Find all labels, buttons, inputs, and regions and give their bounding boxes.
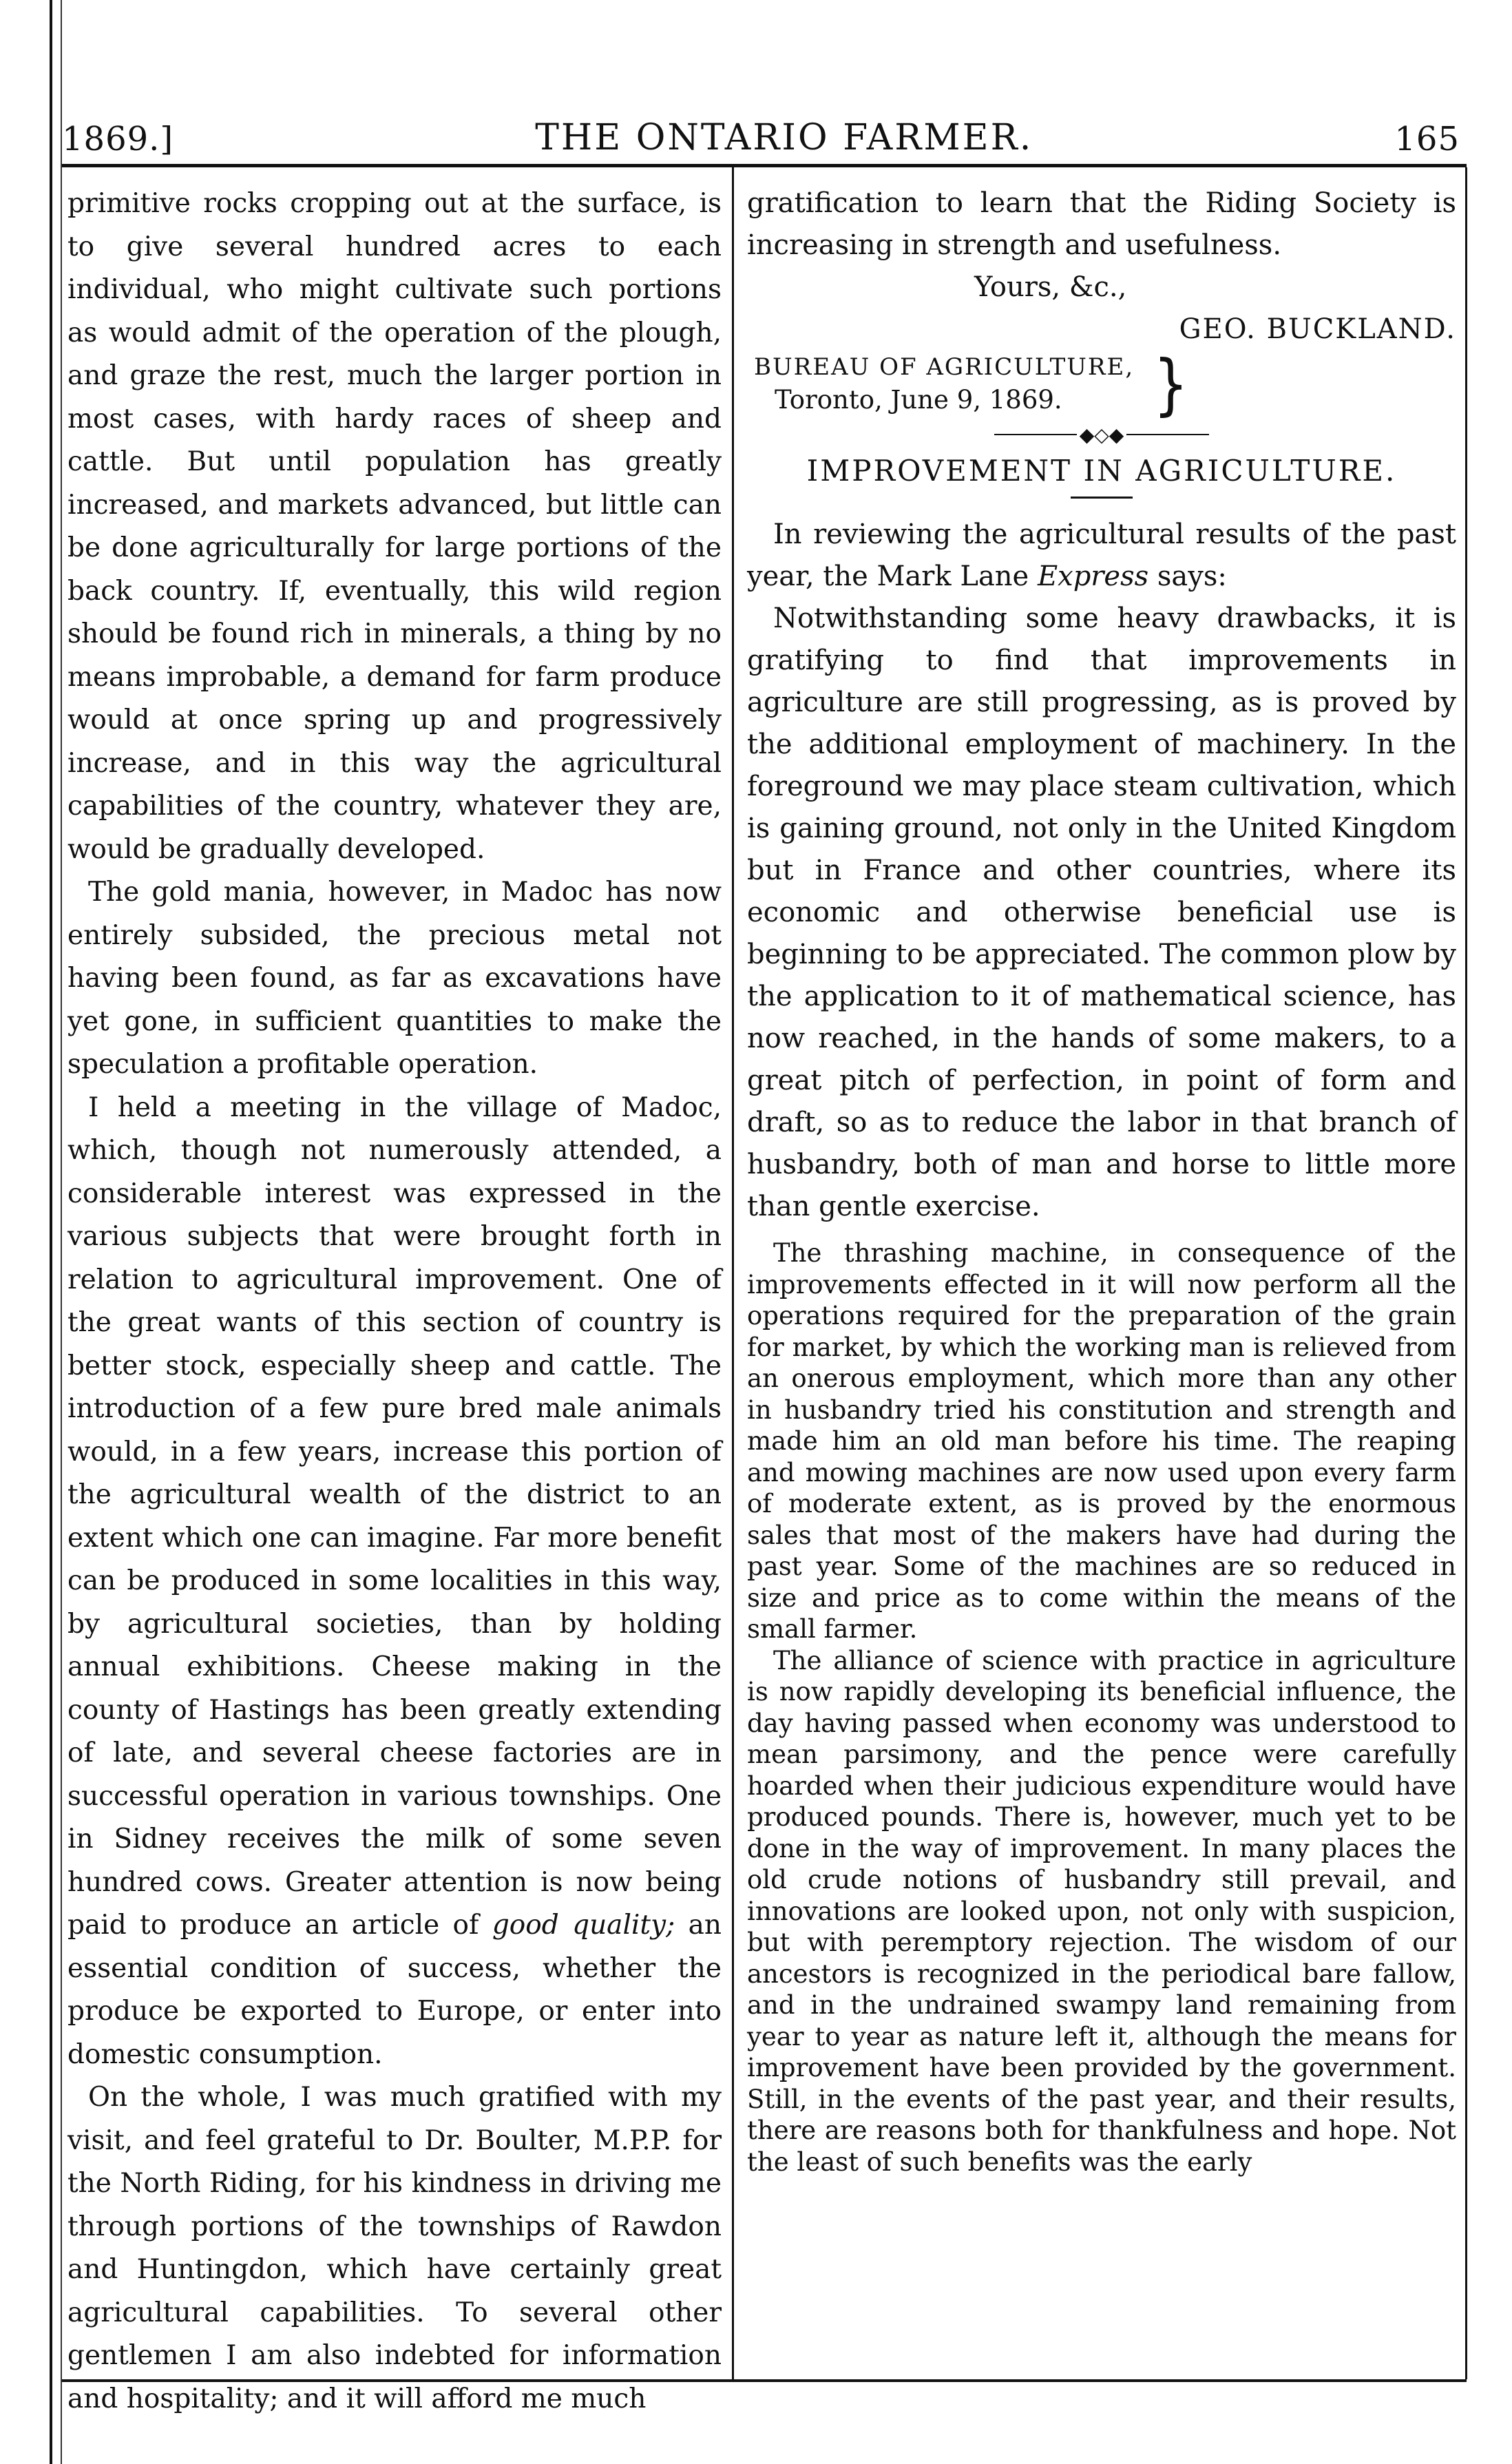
section-divider xyxy=(747,421,1456,448)
intro-italic-express: Express xyxy=(1037,561,1149,592)
page-number: 165 xyxy=(1394,120,1460,158)
divider-line-right xyxy=(1126,434,1209,435)
intro-text: In reviewing the agricultural results of the past year, the Mark Lane xyxy=(747,519,1456,592)
intro-tail: says: xyxy=(1157,561,1227,592)
article-paragraph-3: The alliance of science with practice in agriculture is now rapidly developing its beneficial influence, the day having passed when economy was understood to mean parsimony, and the pence were carefully hoarded when their judicious expenditure would have produced pounds. There is, however, much yet to be done in the way of improvement. In many places the old crude notions of husbandry still prevail, and innovations are looked upon, not only with suspicion, but with peremptory rejection. The wisdom of our ancestors is recognized in the periodical bare fallow, and in the undrained swampy land remaining from year to year as nature left it, although the means for improvement have been provided by the government. Still, in the events of the past year, and their results, there are reasons both for thankfulness and hope. Not the least of such benefits was the early xyxy=(747,1645,1456,2177)
place-date-line: Toronto, June 9, 1869. xyxy=(775,385,1062,415)
publication-title: THE ONTARIO FARMER. xyxy=(535,117,1033,158)
article-title: IMPROVEMENT IN AGRICULTURE. xyxy=(806,454,1397,488)
title-rule xyxy=(1071,497,1133,499)
left-paragraph-3-tail: an essential condition of success, whether the produce be exported to Europe, or enter into domestic consumption. xyxy=(67,1910,722,2070)
right-column xyxy=(747,182,1456,2178)
page-header xyxy=(62,103,1460,158)
binding-edge xyxy=(50,0,52,2464)
left-column xyxy=(67,182,722,2421)
bureau-line: BUREAU OF AGRICULTURE, xyxy=(754,353,1135,381)
header-rule xyxy=(62,164,1467,167)
sign-off: Yours, &c., xyxy=(974,271,1127,303)
left-paragraph-1: primitive rocks cropping out at the surface, is to give several hundred acres to each individual, who might cultivate such portions as would admit of the operation of the plough, and graze the rest, much the larger portion in most cases, with hardy races of sheep and cattle. But until population has greatly increased, and markets advanced, but little can be done agriculturally for large portions of the back country. If, eventually, this wild region should be found rich in minerals, a thing by no means improbable, a demand for farm produce would at once spring up and progressively increase, and in this way the agricultural capabilities of the country, whatever they are, would be gradually developed. xyxy=(67,188,722,865)
letter-signature-block xyxy=(747,267,1456,424)
right-continuation: gratification to learn that the Riding Society is increasing in strength and usefulness. xyxy=(747,187,1456,261)
left-paragraph-3 xyxy=(67,1087,722,2077)
article-intro xyxy=(747,514,1456,598)
left-paragraph-4: On the whole, I was much gratified with my visit, and feel grateful to Dr. Boulter, M.P.P. for the North Riding, for his kindness in driving me through portions of the townships of Rawdon and Huntingdon, which have certainly great agricultural capabilities. To several other gentlemen I am also indebted for information and hospitality; and it will afford me much xyxy=(67,2082,722,2414)
right-border xyxy=(1465,167,1467,2379)
column-divider xyxy=(732,167,734,2379)
ornament-icon: ◆◇◆ xyxy=(1079,423,1124,446)
article-paragraph-2: The thrashing machine, in consequence of the improvements effected in it will now perform all the operations required for the preparation of the grain for market, by which the working man is relieved from an onerous employment, which more than any other in husbandry tried his constitution and strength and made him an old man before his time. The reaping and mowing machines are now used upon every farm of moderate extent, as is proved by the enormous sales that most of the makers have had during the past year. Some of the machines are so reduced in size and price as to come within the means of the small farmer. xyxy=(747,1238,1456,1644)
header-date: 1869.] xyxy=(62,120,174,158)
article-paragraph-1: Notwithstanding some heavy drawbacks, it is gratifying to find that improvements in agriculture are still progressing, as is proved by the additional employment of machinery. In the foreground we may place steam cultivation, which is gaining ground, not only in the United Kingdom but in France and other countries, where its economic and otherwise beneficial use is beginning to be appreciated. The common plow by the application to it of mathematical science, has now reached, in the hands of some makers, to a great pitch of perfection, in point of form and draft, so as to reduce the labor in that branch of husbandry, both of man and horse to little more than gentle exercise. xyxy=(747,603,1456,1222)
brace-glyph: } xyxy=(1153,346,1188,424)
binding-edge-inner xyxy=(61,0,62,2464)
left-italic-quality: good quality; xyxy=(492,1910,675,1941)
divider-line-left xyxy=(994,434,1077,435)
signature-name: GEO. BUCKLAND. xyxy=(1179,313,1456,345)
left-paragraph-2: The gold mania, however, in Madoc has now entirely subsided, the precious metal not having been found, as far as excavations have yet gone, in sufficient quantities to make the speculation a profitable operation. xyxy=(67,877,722,1080)
left-paragraph-3-text: I held a meeting in the village of Madoc, which, though not numerously attended, a considerable interest was expressed in the various subjects that were brought forth in relation to agricultural improvement. One of the great wants of this section of country is better stock, especially sheep and cattle. The introduction of a few pure bred male animals would, in a few years, increase this portion of the agricultural wealth of the district to an extent which one can imagine. Far more benefit can be produced in some localities in this way, by agricultural societies, than by holding annual exhibitions. Cheese making in the county of Hastings has been greatly extending of late, and several cheese factories are in successful operation in various townships. One in Sidney receives the milk of some seven hundred cows. Greater attention is now being paid to produce an article of xyxy=(67,1092,722,1941)
